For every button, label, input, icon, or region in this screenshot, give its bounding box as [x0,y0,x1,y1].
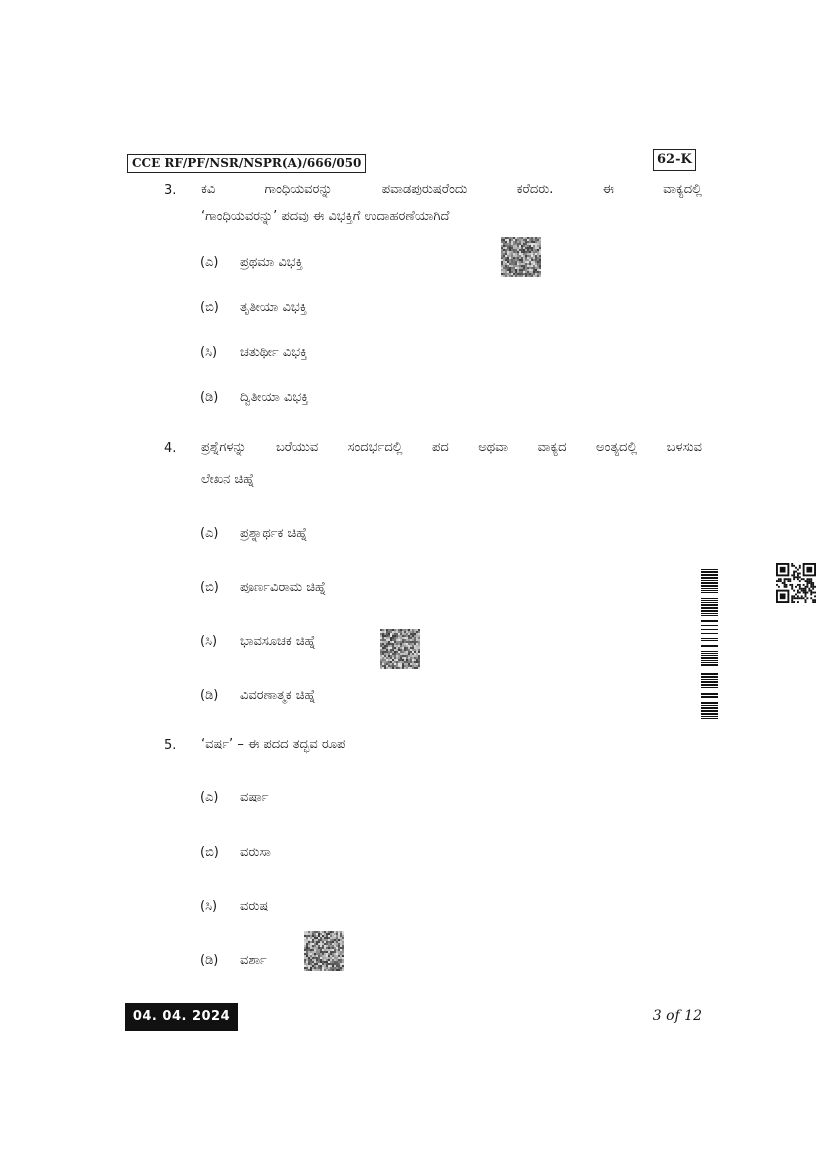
security-pattern-icon [501,237,541,277]
option-text: ವರ್ಶಾ [240,953,267,968]
option-text: ಪ್ರಶ್ನಾರ್ಥಕ ಚಿಹ್ನೆ [240,526,308,541]
option-a[interactable] [200,255,303,270]
option-label: (ಬಿ) [200,300,219,315]
option-a[interactable] [200,790,269,805]
paper-code-box: 62-K [653,149,696,171]
option-label: (ಸಿ) [200,345,218,360]
option-label: (ಸಿ) [200,634,218,649]
exam-date: 04. 04. 2024 [125,1003,238,1031]
option-text: ದ್ವಿತೀಯಾ ವಿಭಕ್ತಿ [240,390,309,405]
option-c[interactable] [200,345,307,360]
option-label: (ಡಿ) [200,688,219,703]
option-label: (ಡಿ) [200,390,219,405]
option-b[interactable] [200,580,326,595]
option-text: ಭಾವಸೂಚಕ ಚಿಹ್ನೆ [240,634,316,649]
option-text: ವಿವರಣಾತ್ಮಕ ಚಿಹ್ನೆ [240,688,316,703]
option-d[interactable] [200,390,308,405]
option-d[interactable] [200,953,267,968]
option-b[interactable] [200,845,271,860]
option-label: (ಡಿ) [200,953,219,968]
option-text: ವರುಸಾ [240,845,271,860]
option-b[interactable] [200,300,307,315]
option-text: ಚತುರ್ಥೀ ವಿಭಕ್ತಿ [240,345,308,360]
barcode-icon [701,566,718,719]
question-number: 5. [164,738,177,753]
exam-code-box: CCE RF/PF/NSR/NSPR(A)/666/050 [127,154,366,173]
option-label: (ಎ) [200,526,219,541]
option-d[interactable] [200,688,316,703]
qr-code-icon [776,563,816,603]
question-text-line: ‘ವರ್ಷ’ – ಈ ಪದದ ತದ್ಭವ ರೂಪ [201,737,346,752]
question-text-line: ಪ್ರಶ್ನೆಗಳನ್ನು ಬರೆಯುವ ಸಂದರ್ಭದಲ್ಲಿ ಪದ ಅಥವಾ ವಾಕ್ಯದ ಅಂತ್ಯದಲ್ಲಿ ಬಳಸುವ [201,440,702,455]
question-number: 3. [164,183,177,198]
option-text: ಪೂರ್ಣವಿರಾಮ ಚಿಹ್ನೆ [240,580,327,595]
security-pattern-icon [304,931,344,971]
security-pattern-icon [380,629,420,669]
option-label: (ಎ) [200,255,219,270]
option-a[interactable] [200,526,308,541]
option-label: (ಎ) [200,790,219,805]
option-c[interactable] [200,634,316,649]
question-text-line: ‘ಗಾಂಧಿಯವರನ್ನು’ ಪದವು ಈ ವಿಭಕ್ತಿಗೆ ಉದಾಹರಣೆಯಾಗಿದೆ [201,209,450,224]
option-text: ತೃತೀಯಾ ವಿಭಕ್ತಿ [240,300,307,315]
option-label: (ಸಿ) [200,899,218,914]
option-text: ಪ್ರಥಮಾ ವಿಭಕ್ತಿ [240,255,303,270]
question-text-line: ಲೇಖನ ಚಿಹ್ನೆ [201,472,255,487]
option-c[interactable] [200,899,268,914]
question-text-line: ಕವಿ ಗಾಂಧಿಯವರನ್ನು ಪವಾಡಪುರುಷರೆಂದು ಕರೆದರು. ಈ ವಾಕ್ಯದಲ್ಲಿ [201,182,702,197]
option-text: ವರುಷ [240,899,269,914]
option-label: (ಬಿ) [200,845,219,860]
option-text: ವರ್ಷಾ [240,790,269,805]
question-number: 4. [164,441,177,456]
page-number: 3 of 12 [652,1008,702,1024]
option-label: (ಬಿ) [200,580,219,595]
